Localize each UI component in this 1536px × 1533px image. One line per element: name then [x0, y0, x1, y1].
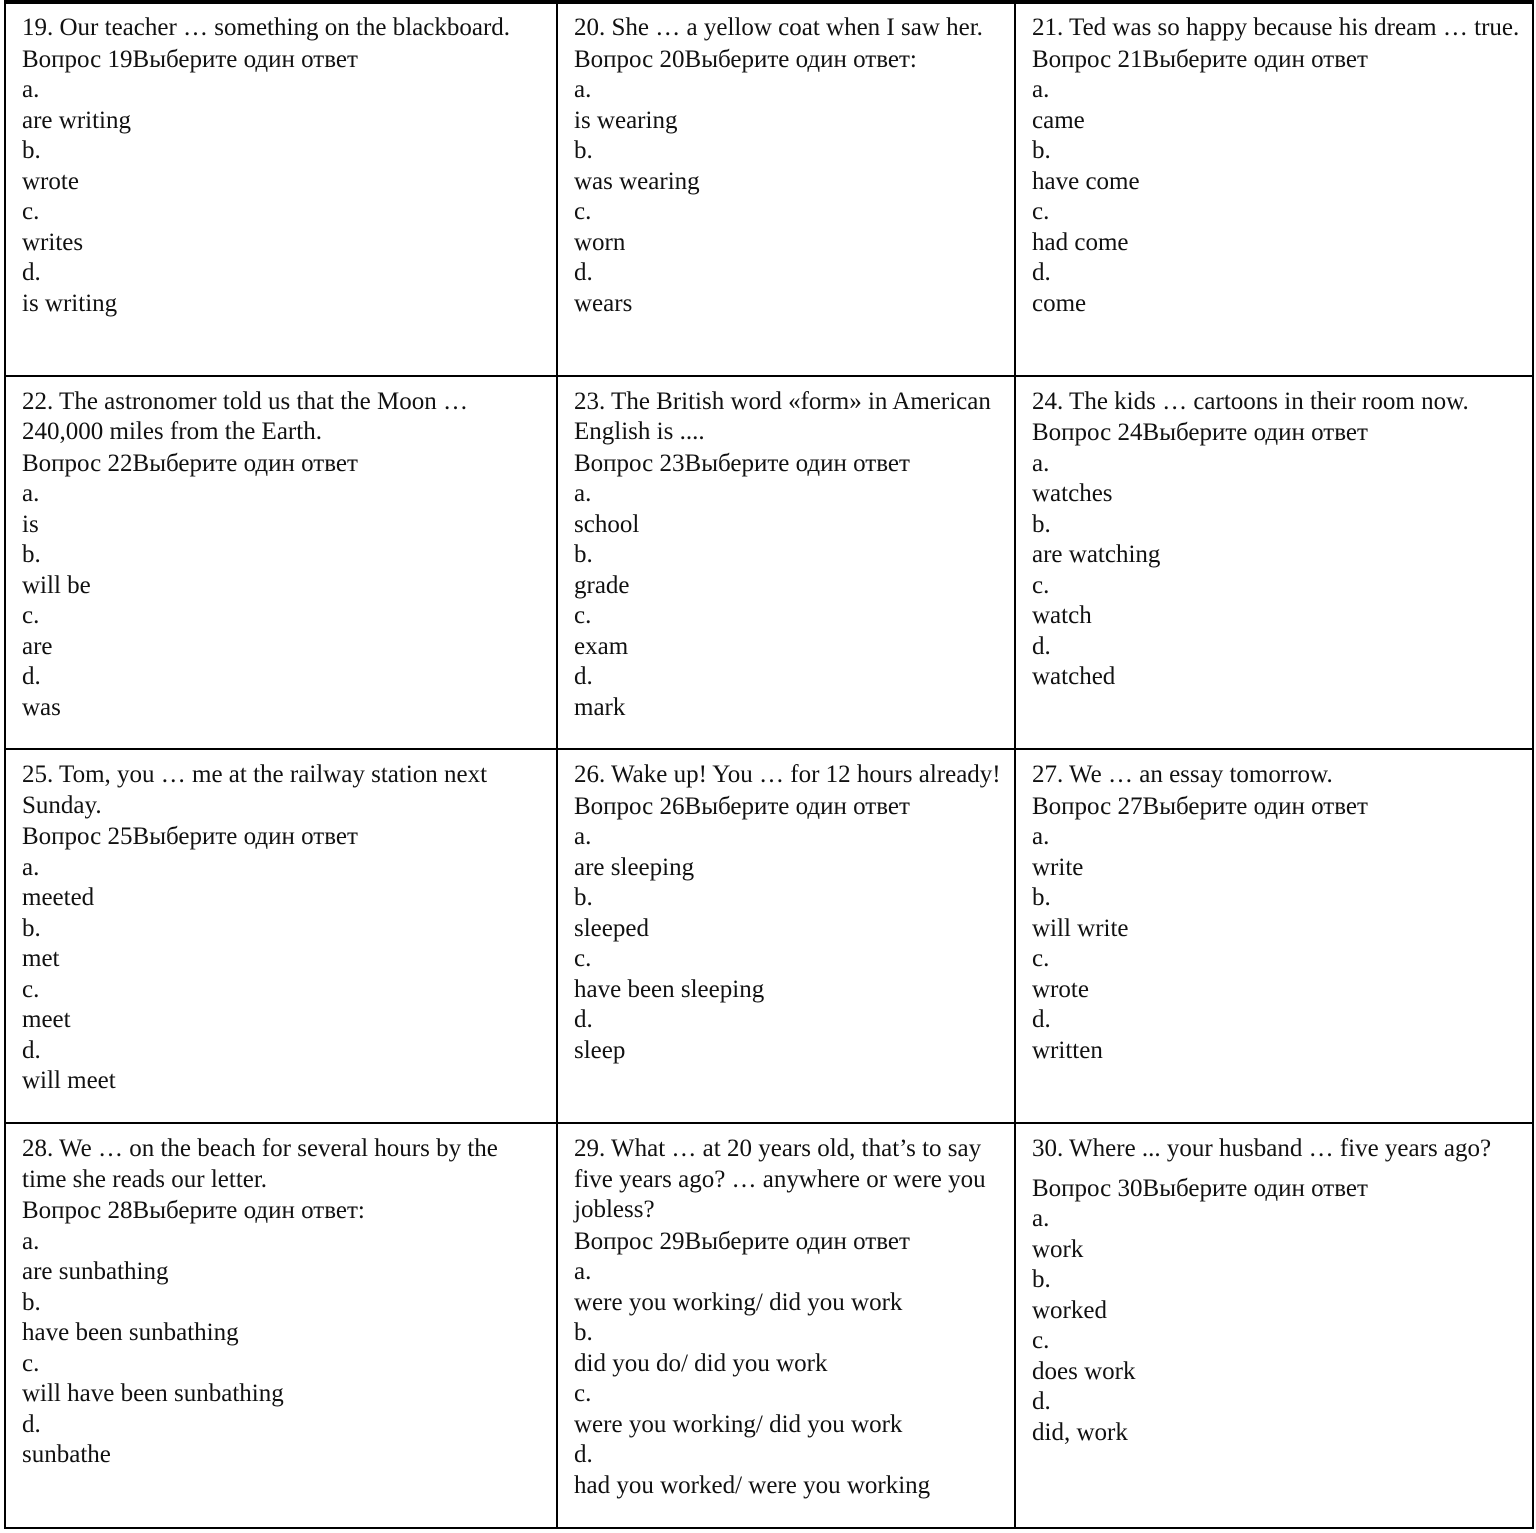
option-text: are sunbathing: [22, 1258, 169, 1286]
option-letter: b.: [574, 884, 593, 912]
question-cell-26: [557, 749, 1015, 1123]
option-text: is wearing: [574, 106, 678, 134]
question-cell-22: [5, 376, 557, 750]
option-letter: c.: [1032, 945, 1050, 973]
question-prompt: Вопрос 26Выберите один ответ: [574, 792, 910, 820]
option-text: are writing: [22, 106, 131, 134]
option-text: have been sleeping: [574, 975, 765, 1003]
option-text: will write: [1032, 914, 1129, 942]
option-letter: a.: [1032, 1205, 1050, 1233]
question-text: 20. She … a yellow coat when I saw her.: [574, 14, 983, 41]
option-text: work: [1032, 1235, 1084, 1263]
question-text: 22. The astronomer told us that the Moon … 240,000 miles from the Earth.: [22, 387, 469, 446]
option-text: sleep: [574, 1036, 626, 1064]
option-letter: d.: [1032, 1006, 1051, 1034]
question-prompt: Вопрос 30Выберите один ответ: [1032, 1174, 1368, 1202]
option-text: will meet: [22, 1067, 116, 1095]
option-letter: d.: [1032, 1388, 1051, 1416]
option-letter: b.: [22, 137, 41, 164]
option-letter: b.: [22, 541, 41, 569]
option-text: had come: [1032, 228, 1129, 256]
option-letter: a.: [22, 480, 40, 508]
question-prompt: Вопрос 28Выберите один ответ:: [22, 1197, 365, 1225]
option-text: watches: [1032, 480, 1113, 508]
question-row: [5, 1123, 1533, 1528]
option-text: worked: [1032, 1296, 1107, 1324]
option-text: exam: [574, 632, 629, 660]
option-letter: c.: [22, 198, 40, 225]
question-prompt: Вопрос 22Выберите один ответ: [22, 449, 358, 477]
option-text: watched: [1032, 663, 1116, 691]
option-text: came: [1032, 106, 1085, 134]
option-text: sleeped: [574, 914, 649, 942]
option-text: meeted: [22, 884, 95, 912]
option-text: watch: [1032, 602, 1092, 630]
question-text: 29. What … at 20 years old, that’s to say five years ago? … anywhere or were you jobless?: [574, 1135, 986, 1224]
question-cell-30: [1015, 1123, 1533, 1528]
option-letter: d.: [1032, 632, 1051, 660]
option-letter: b.: [22, 914, 41, 942]
question-text: 21. Ted was so happy because his dream … true.: [1032, 14, 1520, 41]
question-text: 26. Wake up! You … for 12 hours already!: [574, 761, 1001, 789]
option-letter: c.: [1032, 571, 1050, 599]
option-letter: d.: [574, 1441, 593, 1469]
option-text: are: [22, 632, 53, 660]
option-letter: d.: [22, 663, 41, 691]
question-prompt: Вопрос 23Выберите один ответ: [574, 449, 910, 477]
option-letter: b.: [1032, 884, 1051, 912]
option-letter: d.: [574, 1006, 593, 1034]
option-text: come: [1032, 289, 1087, 317]
option-letter: b.: [1032, 1266, 1051, 1294]
option-text: are watching: [1032, 541, 1161, 569]
option-letter: b.: [22, 1288, 41, 1316]
option-letter: b.: [574, 137, 593, 164]
question-prompt: Вопрос 25Выберите один ответ: [22, 823, 358, 851]
option-text: have come: [1032, 167, 1140, 195]
question-text: 25. Tom, you … me at the railway station next Sunday.: [22, 761, 488, 819]
option-letter: a.: [1032, 76, 1050, 103]
option-text: writes: [22, 228, 84, 256]
option-text: did you do/ did you work: [574, 1349, 828, 1377]
option-letter: a.: [574, 823, 592, 851]
option-text: mark: [574, 693, 626, 721]
option-text: met: [22, 945, 60, 973]
question-row: [5, 376, 1533, 750]
question-row: [5, 749, 1533, 1123]
option-letter: b.: [574, 541, 593, 569]
question-cell-20: [557, 2, 1015, 376]
option-text: sunbathe: [22, 1441, 111, 1469]
question-prompt: Вопрос 20Выберите один ответ:: [574, 45, 917, 73]
question-text: 24. The kids … cartoons in their room now.: [1032, 387, 1469, 415]
question-row: [5, 2, 1533, 376]
option-letter: a.: [22, 1227, 40, 1255]
option-letter: d.: [22, 1036, 41, 1064]
option-text: will be: [22, 571, 91, 599]
question-prompt: Вопрос 19Выберите один ответ: [22, 45, 358, 73]
option-letter: a.: [1032, 823, 1050, 851]
option-text: will have been sunbathing: [22, 1380, 284, 1408]
option-text: was wearing: [574, 167, 700, 195]
option-text: is writing: [22, 289, 118, 317]
question-prompt: Вопрос 29Выберите один ответ: [574, 1227, 910, 1255]
option-letter: b.: [1032, 510, 1051, 538]
option-text: did, work: [1032, 1418, 1128, 1446]
option-letter: c.: [1032, 1327, 1050, 1355]
option-letter: d.: [22, 259, 41, 286]
question-text: 27. We … an essay tomorrow.: [1032, 761, 1333, 789]
option-letter: c.: [1032, 198, 1050, 225]
option-letter: d.: [1032, 259, 1051, 286]
option-text: wrote: [22, 167, 79, 195]
option-text: meet: [22, 1006, 71, 1034]
option-letter: c.: [574, 602, 592, 630]
option-letter: c.: [22, 1349, 40, 1377]
option-text: were you working/ did you work: [574, 1288, 903, 1316]
option-letter: b.: [1032, 137, 1051, 164]
question-cell-29: [557, 1123, 1015, 1528]
question-cell-24: [1015, 376, 1533, 750]
option-letter: c.: [22, 602, 40, 630]
question-cell-21: [1015, 2, 1533, 376]
option-text: was: [22, 693, 61, 721]
option-text: written: [1032, 1036, 1103, 1064]
option-letter: a.: [22, 76, 40, 103]
option-letter: a.: [22, 853, 40, 881]
option-letter: a.: [1032, 449, 1050, 477]
option-text: write: [1032, 853, 1084, 881]
question-text: 30. Where ... your husband … five years ago?: [1032, 1135, 1492, 1163]
question-cell-28: [5, 1123, 557, 1528]
option-letter: c.: [22, 975, 40, 1003]
question-cell-19: [5, 2, 557, 376]
quiz-table: [4, 0, 1534, 1529]
question-cell-25: [5, 749, 557, 1123]
quiz-body: [5, 2, 1533, 1528]
option-letter: a.: [574, 76, 592, 103]
option-letter: d.: [574, 259, 593, 286]
option-letter: b.: [574, 1319, 593, 1347]
option-text: were you working/ did you work: [574, 1410, 903, 1438]
option-letter: c.: [574, 1380, 592, 1408]
option-text: is: [22, 510, 39, 538]
option-text: wrote: [1032, 975, 1089, 1003]
option-letter: a.: [574, 1258, 592, 1286]
option-text: had you worked/ were you working: [574, 1471, 931, 1499]
question-prompt: Вопрос 24Выберите один ответ: [1032, 419, 1368, 447]
question-text: 19. Our teacher … something on the blackboard.: [22, 14, 511, 41]
option-letter: a.: [574, 480, 592, 508]
question-prompt: Вопрос 21Выберите один ответ: [1032, 45, 1368, 73]
question-prompt: Вопрос 27Выберите один ответ: [1032, 792, 1368, 820]
option-text: wears: [574, 289, 633, 317]
question-text: 23. The British word «form» in American English is ....: [574, 387, 991, 446]
option-text: does work: [1032, 1357, 1136, 1385]
option-text: school: [574, 510, 640, 538]
option-letter: d.: [22, 1410, 41, 1438]
option-letter: c.: [574, 198, 592, 225]
question-text: 28. We … on the beach for several hours by the time she reads our letter.: [22, 1135, 498, 1193]
option-text: are sleeping: [574, 853, 695, 881]
option-text: grade: [574, 571, 630, 599]
option-text: worn: [574, 228, 626, 256]
option-letter: c.: [574, 945, 592, 973]
option-letter: d.: [574, 663, 593, 691]
question-cell-27: [1015, 749, 1533, 1123]
option-text: have been sunbathing: [22, 1319, 239, 1347]
question-cell-23: [557, 376, 1015, 750]
